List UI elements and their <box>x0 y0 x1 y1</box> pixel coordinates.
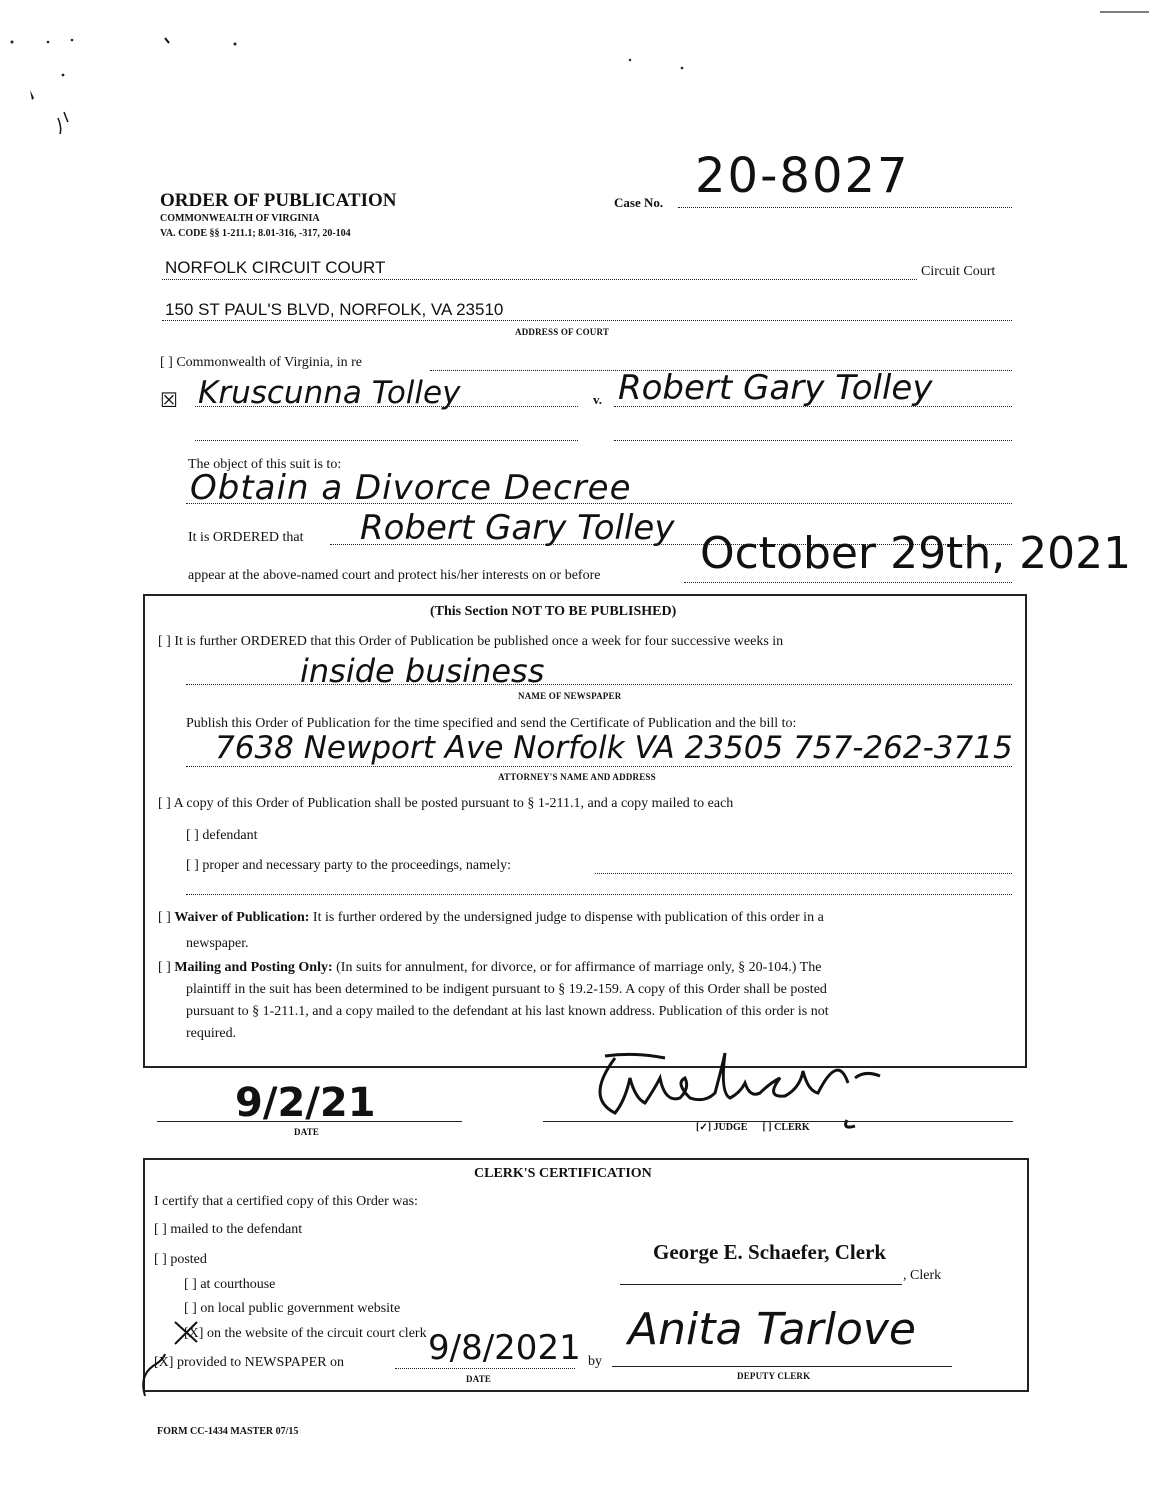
party-label: proper and necessary party to the proceedings, namely: <box>202 858 511 873</box>
appear-text: appear at the above-named court and protect his/her interests on or before <box>188 568 601 583</box>
object-value: Obtain a Divorce Decree <box>190 468 632 508</box>
circuit-website-checkbox[interactable]: [X] <box>184 1326 204 1341</box>
defendant-checkbox[interactable]: [ ] <box>186 828 199 843</box>
form-number: FORM CC-1434 MASTER 07/15 <box>157 1426 299 1437</box>
appear-date: October 29th, 2021 <box>700 528 1132 579</box>
by-label: by <box>588 1354 602 1369</box>
scan-marks <box>0 0 1149 140</box>
versus-checkbox[interactable]: ☒ <box>160 390 178 412</box>
mailing-line-3: pursuant to § 1-211.1, and a copy mailed to the defendant at his last known address. Publication of this order is not <box>186 1004 829 1019</box>
newspaper-label: provided to NEWSPAPER on <box>176 1355 345 1370</box>
waiver-text-2: newspaper. <box>186 936 249 951</box>
object-label: The object of this suit is to: <box>188 457 342 472</box>
mailing-line-2: plaintiff in the suit has been determined to be indigent pursuant to § 19.2-159. A copy of this Order shall be posted <box>186 982 827 997</box>
mailed-label: mailed to the defendant <box>170 1222 303 1237</box>
order-date-caption: DATE <box>294 1127 320 1137</box>
local-website-checkbox[interactable]: [ ] <box>184 1301 197 1316</box>
waiver-checkbox[interactable]: [ ] <box>158 910 171 925</box>
mailing-title: Mailing and Posting Only: <box>174 960 333 975</box>
mailed-line <box>154 1222 302 1238</box>
case-number: 20-8027 <box>695 148 910 204</box>
party-checkbox[interactable]: [ ] <box>186 858 199 873</box>
mailing-line-1: (In suits for annulment, for divorce, or for affirmance of marriage only, § 20-104.) The <box>336 960 822 975</box>
local-website-label: on local public government website <box>200 1301 401 1316</box>
plaintiff-name: Kruscunna Tolley <box>198 375 461 411</box>
mailing-line <box>158 960 821 976</box>
waiver-title: Waiver of Publication: <box>174 910 310 925</box>
publish-text: It is further ORDERED that this Order of Publication be published once a week for four successive weeks in <box>174 634 784 649</box>
mailed-checkbox[interactable]: [ ] <box>154 1222 167 1237</box>
clerk-label: CLERK <box>774 1122 810 1133</box>
newspaper-checkbox[interactable]: [X] <box>154 1355 174 1370</box>
courthouse-label: at courthouse <box>200 1277 276 1292</box>
commonwealth-label: Commonwealth of Virginia, in re <box>176 355 362 370</box>
post-text: A copy of this Order of Publication shall be posted pursuant to § 1-211.1, and a copy mailed to each <box>173 796 734 811</box>
handwritten-check-marks <box>135 1318 215 1398</box>
circuit-website-label: on the website of the circuit court clerk <box>206 1326 427 1341</box>
clerk-suffix: , Clerk <box>903 1268 942 1283</box>
waiver-line <box>158 910 824 926</box>
versus-label: v. <box>593 392 603 407</box>
party-line <box>186 858 511 874</box>
post-line <box>158 796 733 812</box>
ordered-label: It is ORDERED that <box>188 530 304 545</box>
deputy-caption: DEPUTY CLERK <box>737 1371 811 1381</box>
posted-line <box>154 1252 207 1268</box>
posted-label: posted <box>170 1252 207 1267</box>
courthouse-checkbox[interactable]: [ ] <box>184 1277 197 1292</box>
defendant-label: defendant <box>202 828 258 843</box>
form-title: ORDER OF PUBLICATION <box>160 190 397 211</box>
court-address-caption: ADDRESS OF COURT <box>515 327 610 337</box>
clerk-checkbox[interactable]: [ ] <box>762 1122 772 1133</box>
newspaper-name: inside business <box>300 652 545 690</box>
posted-checkbox[interactable]: [ ] <box>154 1252 167 1267</box>
form-code: VA. CODE §§ 1-211.1; 8.01-316, -317, 20-104 <box>160 228 351 239</box>
clerk-cert-heading: CLERK'S CERTIFICATION <box>474 1166 652 1181</box>
defendant-name: Robert Gary Tolley <box>618 368 933 408</box>
clerk-cert-intro: I certify that a certified copy of this Order was: <box>154 1194 418 1209</box>
order-date: 9/2/21 <box>235 1080 376 1126</box>
judge-checkbox[interactable]: [✓] <box>696 1122 712 1133</box>
attorney-address: 7638 Newport Ave Norfolk VA 23505 757-262-3715 <box>215 730 1013 766</box>
newspaper-date-caption: DATE <box>466 1374 492 1384</box>
form-subtitle: COMMONWEALTH OF VIRGINIA <box>160 213 320 224</box>
circuit-website-line <box>184 1326 427 1342</box>
publish-checkbox[interactable]: [ ] <box>158 634 171 649</box>
court-name-suffix: Circuit Court <box>921 264 996 279</box>
commonwealth-checkbox[interactable]: [ ] <box>160 355 173 370</box>
commonwealth-line <box>160 355 362 371</box>
court-address: 150 ST PAUL'S BLVD, NORFOLK, VA 23510 <box>165 300 504 319</box>
attorney-caption: ATTORNEY'S NAME AND ADDRESS <box>498 772 656 782</box>
mailing-line-4: required. <box>186 1026 237 1041</box>
case-label: Case No. <box>614 195 664 210</box>
send-text: Publish this Order of Publication for the time specified and send the Certificate of Publication and the bill to: <box>186 716 797 731</box>
local-website-line <box>184 1301 400 1317</box>
ordered-name: Robert Gary Tolley <box>360 508 675 548</box>
publish-line <box>158 634 783 650</box>
newspaper-date: 9/8/2021 <box>428 1328 581 1368</box>
post-checkbox[interactable]: [ ] <box>158 796 171 811</box>
court-name: NORFOLK CIRCUIT COURT <box>165 258 386 277</box>
waiver-text: It is further ordered by the undersigned judge to dispense with publication of this order in a <box>312 910 824 925</box>
judge-label: JUDGE <box>713 1122 748 1133</box>
clerk-name: George E. Schaefer, Clerk <box>653 1240 887 1264</box>
newspaper-caption: NAME OF NEWSPAPER <box>518 691 622 701</box>
deputy-signature: Anita Tarlove <box>628 1304 916 1355</box>
section-heading: (This Section NOT TO BE PUBLISHED) <box>430 604 677 619</box>
judge-checkbox-line <box>696 1122 810 1133</box>
courthouse-line <box>184 1277 275 1293</box>
defendant-line <box>186 828 258 844</box>
mailing-checkbox[interactable]: [ ] <box>158 960 171 975</box>
